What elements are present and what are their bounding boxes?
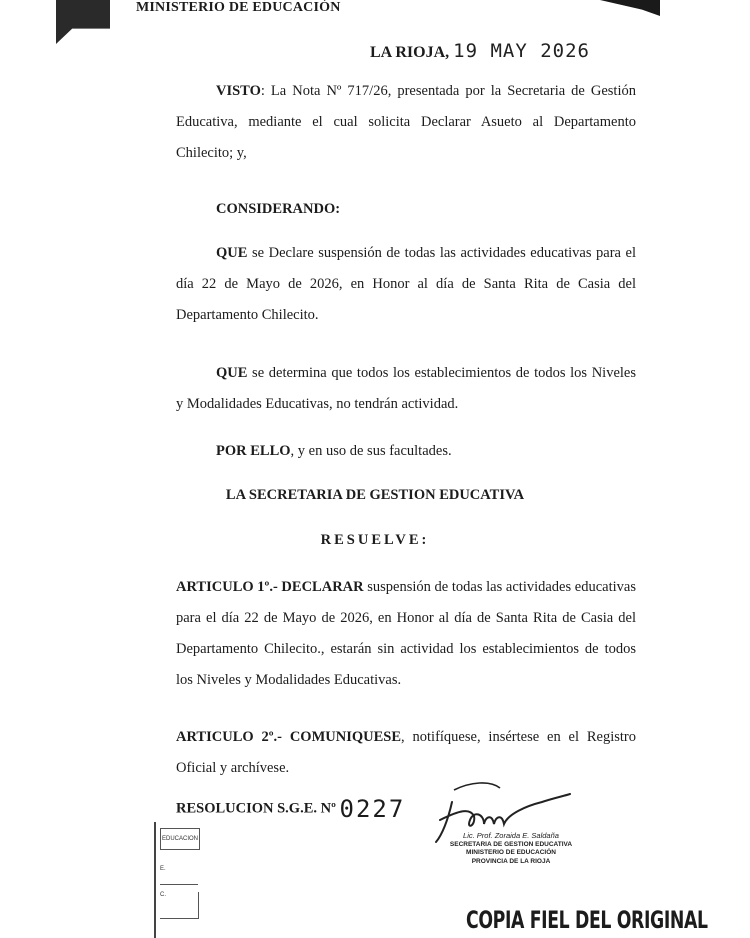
art1-lead: ARTICULO 1º.- DECLARAR — [176, 579, 364, 595]
seal-box-low: C. — [160, 892, 199, 919]
signatory-ministry: MINISTERIO DE EDUCACIÓN — [466, 849, 556, 856]
letterhead-logo-fragment — [56, 0, 110, 44]
considerando-heading: CONSIDERANDO: — [216, 201, 341, 217]
seal-box-top: EDUCACION — [160, 828, 200, 850]
visto-lead: VISTO — [216, 83, 261, 99]
ministry-header: MINISTERIO DE EDUCACIÓN — [136, 0, 341, 15]
que2-paragraph — [176, 358, 636, 420]
por-ello-paragraph — [176, 436, 636, 467]
por-ello-text: , y en uso de sus facultades. — [290, 443, 452, 459]
que1-paragraph — [176, 238, 636, 331]
articulo-1 — [176, 572, 636, 696]
copia-fiel-stamp: COPIA FIEL DEL ORIGINAL — [466, 906, 708, 934]
por-ello-lead: POR ELLO — [216, 443, 291, 459]
articulo-2 — [176, 722, 636, 784]
resolucion-number — [176, 795, 405, 823]
date-place: LA RIOJA, — [370, 44, 450, 61]
signature-block — [436, 832, 586, 866]
que1-text: se Declare suspensión de todas las actividades educativas para el día 22 de Mayo de 2026, en Honor al día de Santa Rita de Casia del Departamento Chilecito. — [176, 245, 636, 323]
visto-paragraph — [176, 76, 636, 169]
signatory-name: Lic. Prof. Zoraida E. Saldaña — [463, 831, 559, 840]
date-stamp: 19 MAY 2026 — [453, 40, 590, 62]
visto-text: : La Nota Nº 717/26, presentada por la Secretaria de Gestión Educativa, mediante el cual solicita Declarar Asueto al Departamento Chilecito; y, — [176, 83, 636, 161]
resolucion-label: RESOLUCION S.G.E. Nº — [176, 800, 336, 817]
resolucion-stamp: 0227 — [339, 795, 406, 823]
art2-lead: ARTICULO 2º.- COMUNIQUESE — [176, 729, 402, 745]
que2-lead: QUE — [216, 365, 248, 381]
que2-text: se determina que todos los establecimientos de todos los Niveles y Modalidades Educativas, no tendrán actividad. — [176, 365, 636, 412]
corner-mark — [600, 0, 660, 16]
seal-box-mid: E. — [160, 866, 198, 885]
date-line — [370, 40, 590, 62]
secretaria-heading: LA SECRETARIA DE GESTION EDUCATIVA — [225, 487, 525, 503]
margin-seal — [154, 822, 202, 938]
art1-text: suspensión de todas las actividades educativas para el día 22 de Mayo de 2026, en Honor al día de Santa Rita de Casia del Departamento Chilecito., estarán sin actividad los establecimientos de todos los Niveles y Modalidades Educativas. — [176, 579, 636, 688]
art2-text: , notifíquese, insértese en el Registro Oficial y archívese. — [176, 729, 636, 776]
signatory-title: SECRETARIA DE GESTION EDUCATIVA — [449, 840, 573, 848]
resuelve-heading: RESUELVE: — [320, 532, 430, 548]
que1-lead: QUE — [216, 245, 248, 261]
signatory-province: PROVINCIA DE LA RIOJA — [471, 857, 551, 865]
